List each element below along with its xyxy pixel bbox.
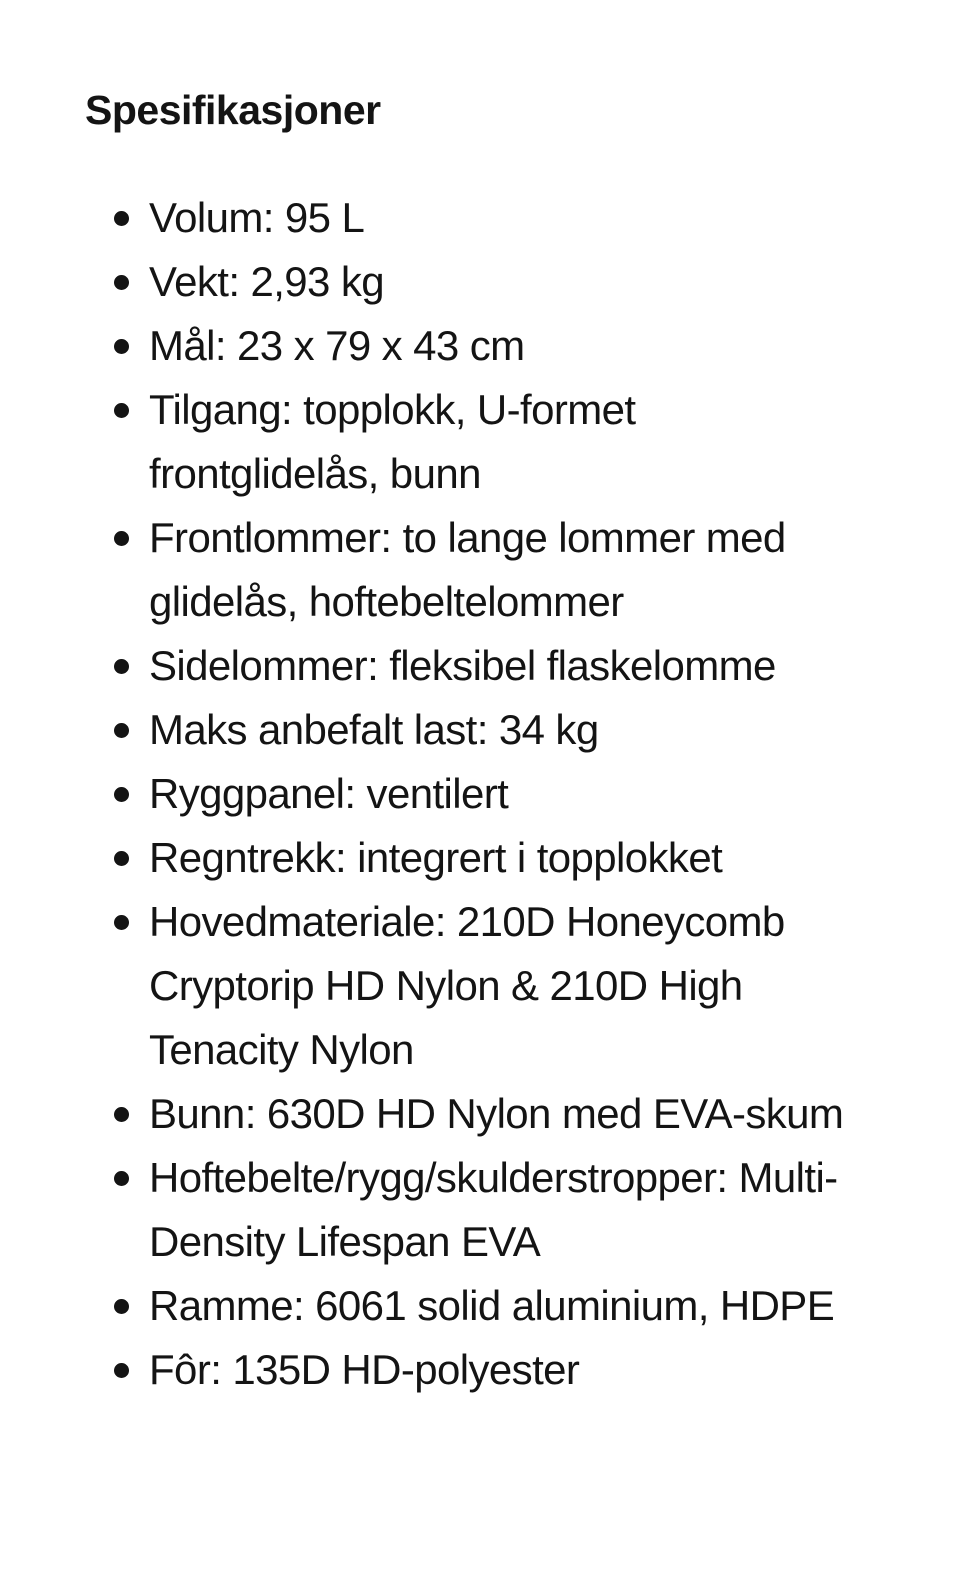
spec-item-back-panel	[0, 762, 849, 826]
spec-item-access	[0, 378, 849, 506]
bullet-icon	[114, 915, 129, 930]
spec-item-frame	[0, 1274, 849, 1338]
spec-item-lining	[0, 1338, 849, 1402]
spec-text: Fôr: 135D HD-polyester	[149, 1346, 580, 1393]
bullet-icon	[114, 1171, 129, 1186]
bullet-icon	[114, 787, 129, 802]
bullet-icon	[114, 723, 129, 738]
bullet-icon	[114, 275, 129, 290]
spec-item-rain-cover	[0, 826, 849, 890]
spec-text: Hoftebelte/rygg/skulderstropper: Multi-Density Lifespan EVA	[149, 1154, 838, 1265]
spec-item-bottom	[0, 1082, 849, 1146]
spec-text: Bunn: 630D HD Nylon med EVA-skum	[149, 1090, 844, 1137]
section-title: Spesifikasjoner	[85, 87, 381, 133]
spec-item-dimensions	[0, 314, 849, 378]
bullet-icon	[114, 851, 129, 866]
spec-text: Frontlommer: to lange lommer med glidelås, hoftebeltelommer	[149, 514, 786, 625]
spec-item-max-load	[0, 698, 849, 762]
spec-text: Regntrekk: integrert i topplokket	[149, 834, 723, 881]
bullet-icon	[114, 1363, 129, 1378]
bullet-icon	[114, 659, 129, 674]
spec-text: Tilgang: topplokk, U-formet frontglidelås, bunn	[149, 386, 636, 497]
spec-text: Volum: 95 L	[149, 194, 365, 241]
bullet-icon	[114, 1107, 129, 1122]
spec-item-main-material	[0, 890, 849, 1082]
spec-item-side-pockets	[0, 634, 849, 698]
spec-text: Ryggpanel: ventilert	[149, 770, 509, 817]
specifications-list	[0, 186, 960, 1402]
bullet-icon	[114, 531, 129, 546]
bullet-icon	[114, 211, 129, 226]
spec-text: Vekt: 2,93 kg	[149, 258, 385, 305]
spec-item-volume	[0, 186, 849, 250]
spec-text: Hovedmateriale: 210D Honeycomb Cryptorip HD Nylon & 210D High Tenacity Nylon	[149, 898, 785, 1073]
spec-item-harness	[0, 1146, 849, 1274]
bullet-icon	[114, 403, 129, 418]
spec-text: Sidelommer: fleksibel flaskelomme	[149, 642, 776, 689]
spec-text: Mål: 23 x 79 x 43 cm	[149, 322, 525, 369]
bullet-icon	[114, 1299, 129, 1314]
spec-item-weight	[0, 250, 849, 314]
spec-text: Maks anbefalt last: 34 kg	[149, 706, 599, 753]
bullet-icon	[114, 339, 129, 354]
spec-item-front-pockets	[0, 506, 849, 634]
spec-text: Ramme: 6061 solid aluminium, HDPE	[149, 1282, 835, 1329]
